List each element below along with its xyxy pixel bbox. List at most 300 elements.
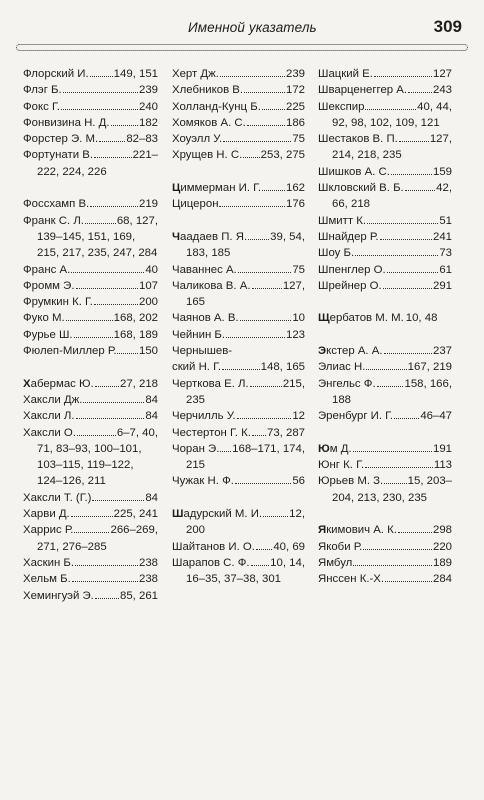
leader-dots <box>223 141 291 142</box>
entry-pages: 39, 54, <box>270 230 305 243</box>
leader-dots <box>251 565 270 566</box>
letter-gap <box>318 425 452 441</box>
entry-pages: 186 <box>285 116 305 129</box>
letter-gap <box>318 506 452 522</box>
entry-pages: 51 <box>439 214 452 227</box>
index-entry <box>318 555 452 571</box>
leader-dots <box>235 483 291 484</box>
index-entry <box>172 376 305 409</box>
index-entry <box>172 539 305 555</box>
letter-gap <box>172 490 305 506</box>
entry-pages: 168, 202 <box>113 312 158 325</box>
entry-pages: 10, 48 <box>405 312 438 325</box>
entry-name: Хомяков А. С. <box>172 116 246 129</box>
entry-name: Шварценеггер А. <box>318 84 408 97</box>
leader-dots <box>74 337 113 338</box>
leader-dots <box>111 125 138 126</box>
entry-name: Цицерон <box>172 198 219 211</box>
index-entry <box>172 441 305 474</box>
entry-pages: 215, <box>282 377 305 390</box>
entry-name: Хаксли Л. <box>23 410 75 423</box>
entry-pages-continued: 183, 185 <box>186 247 231 260</box>
index-entry <box>318 229 452 245</box>
entry-pages: 239 <box>138 84 158 97</box>
leader-dots <box>90 206 138 207</box>
leader-dots <box>248 239 269 240</box>
leader-dots <box>71 516 113 517</box>
entry-pages-continued: 215, 217, 235, 247, 284 <box>37 247 158 260</box>
entry-name: Чаликова В. А. <box>172 279 251 292</box>
index-entry <box>318 131 452 164</box>
entry-pages-continued: 92, 98, 102, 109, 121 <box>332 116 440 129</box>
entry-name: Фурье Ш. <box>23 328 73 341</box>
leader-dots <box>377 386 404 387</box>
entry-pages: 168–171, 174, <box>232 442 305 455</box>
leader-dots <box>243 157 259 158</box>
leader-dots <box>250 386 282 387</box>
index-entry <box>23 343 158 359</box>
entry-pages: 172 <box>285 84 305 97</box>
index-entry <box>318 278 452 294</box>
entry-name: ский Н. Г. <box>172 361 222 374</box>
entry-name: Фоссхамп В. <box>23 198 90 211</box>
leader-dots <box>355 255 438 256</box>
entry-name: Шайтанов И. О. <box>172 540 255 553</box>
index-entry <box>318 473 452 506</box>
entry-pages-continued: 271, 276–285 <box>37 540 107 553</box>
entry-pages: 243 <box>432 84 452 97</box>
entry-name: Холланд-Кунц Б. <box>172 100 261 113</box>
index-entry <box>172 425 305 441</box>
entry-pages: 298 <box>432 524 452 537</box>
letter-gap <box>318 294 452 310</box>
leader-dots <box>237 418 292 419</box>
entry-pages-continued: 103–115, 119–122, <box>37 459 134 472</box>
index-entry <box>23 115 158 131</box>
index-entry <box>172 506 305 539</box>
leader-dots <box>83 402 144 403</box>
entry-pages: 168, 189 <box>113 328 158 341</box>
entry-name: Якимович А. К. <box>318 524 397 537</box>
index-entry <box>23 278 158 294</box>
leader-dots <box>99 141 125 142</box>
entry-pages-continued: 200 <box>186 524 206 537</box>
entry-pages-continued: 204, 213, 230, 235 <box>332 491 428 504</box>
entry-name: Хаксли О. <box>23 426 76 439</box>
entry-name: Франк С. Л. <box>23 214 84 227</box>
entry-name: Флэг Б. <box>23 84 62 97</box>
entry-name: Янссен К.-Х. <box>318 573 385 586</box>
entry-name: Фокс Г. <box>23 100 60 113</box>
leader-dots <box>380 239 432 240</box>
entry-pages: 253, 275 <box>260 149 305 162</box>
entry-name: Флорский И. <box>23 68 89 80</box>
entry-name: Фромм Э. <box>23 279 75 292</box>
index-entry <box>23 196 158 212</box>
index-entry <box>318 376 452 409</box>
index-entry <box>23 555 158 571</box>
entry-pages: 238 <box>138 556 158 569</box>
entry-pages: 40, 44, <box>417 100 452 113</box>
leader-dots <box>72 581 138 582</box>
entry-name: Шацкий Е. <box>318 68 373 80</box>
entry-name: Шпенглер О. <box>318 263 386 276</box>
leader-dots <box>384 353 432 354</box>
index-entry <box>172 473 305 489</box>
index-entry <box>23 327 158 343</box>
entry-pages: 237 <box>432 345 452 358</box>
entry-pages: 15, 203– <box>407 475 452 488</box>
entry-pages: 84 <box>145 393 158 406</box>
leader-dots <box>365 467 433 468</box>
entry-name: Циммерман И. Г. <box>172 182 262 195</box>
leader-dots <box>76 418 145 419</box>
index-entry <box>318 164 452 180</box>
entry-pages: 239 <box>285 68 305 80</box>
index-entry <box>172 82 305 98</box>
page-number: 309 <box>433 17 462 36</box>
index-entry <box>23 82 158 98</box>
entry-pages: 85, 261 <box>119 589 158 602</box>
leader-dots <box>95 598 119 599</box>
letter-gap <box>172 213 305 229</box>
index-entry <box>23 131 158 147</box>
leader-dots <box>353 451 432 452</box>
leader-dots <box>374 76 432 77</box>
leader-dots <box>71 272 144 273</box>
letter-gap <box>172 164 305 180</box>
entry-pages: 149, 151 <box>113 68 158 80</box>
entry-pages: 225 <box>285 100 305 113</box>
index-entry <box>318 571 452 587</box>
entry-name: Шестаков В. П. <box>318 133 398 146</box>
leader-dots <box>238 272 292 273</box>
entry-pages-continued: 188 <box>332 393 352 406</box>
entry-name: Шоу Б. <box>318 247 355 260</box>
entry-name: Чужак Н. Ф. <box>172 475 234 488</box>
leader-dots <box>220 76 285 77</box>
index-entry <box>318 441 452 457</box>
index-entry <box>172 66 305 82</box>
index-entry <box>23 522 158 555</box>
entry-pages: 61 <box>439 263 452 276</box>
index-entry <box>23 392 158 408</box>
entry-name: Чаянов А. В. <box>172 312 239 325</box>
entry-pages: 40, 69 <box>273 540 305 553</box>
entry-name: Ямбул <box>318 556 353 569</box>
index-entry <box>318 180 452 213</box>
index-entry <box>318 310 452 326</box>
entry-pages-continued: 124–126, 211 <box>37 475 106 488</box>
entry-pages-continued: 165 <box>186 296 206 309</box>
entry-name: Шмитт К. <box>318 214 367 227</box>
index-entry <box>172 555 305 588</box>
entry-pages: 27, 218 <box>119 377 158 390</box>
index-entry <box>172 229 305 262</box>
entry-pages: 225, 241 <box>113 508 158 521</box>
entry-name: Шарапов С. Ф. <box>172 556 250 569</box>
leader-dots <box>222 369 260 370</box>
entry-pages: 219 <box>138 198 158 211</box>
entry-pages: 191 <box>432 442 452 455</box>
leader-dots <box>117 353 138 354</box>
leader-dots <box>92 500 144 501</box>
index-entry <box>172 131 305 147</box>
index-entry <box>172 196 305 212</box>
entry-name: Шишков А. С. <box>318 165 390 178</box>
entry-name: Юм Д. <box>318 442 352 455</box>
entry-pages: 182 <box>138 116 158 129</box>
entry-pages: 238 <box>138 573 158 586</box>
leader-dots <box>353 565 432 566</box>
index-column-2 <box>172 66 305 588</box>
index-entry <box>23 310 158 326</box>
entry-pages: 291 <box>432 279 452 292</box>
index-entry <box>172 99 305 115</box>
index-entry <box>318 539 452 555</box>
index-entry <box>23 262 158 278</box>
entry-pages: 75 <box>292 263 305 276</box>
entry-pages-continued: 139–145, 151, 169, <box>37 230 136 243</box>
entry-name: Чейнин Б. <box>172 328 226 341</box>
leader-dots <box>220 451 231 452</box>
entry-pages: 75 <box>292 133 305 146</box>
letter-gap <box>318 327 452 343</box>
index-entry <box>172 408 305 424</box>
leader-dots <box>366 369 406 370</box>
entry-pages: 73, 287 <box>266 426 305 439</box>
leader-dots <box>90 76 113 77</box>
entry-name: Честертон Г. К. <box>172 426 251 439</box>
entry-name: Хельм Б. <box>23 573 71 586</box>
leader-dots <box>252 435 266 436</box>
index-entry <box>318 457 452 473</box>
index-entry <box>23 571 158 587</box>
entry-name: Харрис Р. <box>23 524 74 537</box>
leader-dots <box>61 109 138 110</box>
entry-name: Энгельс Ф. <box>318 377 376 390</box>
entry-name: Фонвизина Н. Д. <box>23 116 110 129</box>
entry-pages: 12 <box>292 410 305 423</box>
entry-pages: 46–47 <box>420 410 452 423</box>
entry-name: Хемингуэй Э. <box>23 589 94 602</box>
entry-pages: 107 <box>138 279 158 292</box>
index-entry <box>172 310 305 326</box>
entry-pages: 10, 14, <box>270 556 305 569</box>
leader-dots <box>95 386 119 387</box>
entry-name: Хрущев Н. С. <box>172 149 243 162</box>
entry-name: Хаскин Б. <box>23 556 75 569</box>
leader-dots <box>385 581 432 582</box>
index-entry <box>318 343 452 359</box>
index-entry <box>172 343 305 359</box>
leader-dots <box>363 549 432 550</box>
index-entry <box>23 506 158 522</box>
index-entry <box>23 213 158 262</box>
entry-name: Фуко М. <box>23 312 65 325</box>
entry-pages: 84 <box>145 491 158 504</box>
header-divider <box>16 44 468 51</box>
index-entry <box>172 147 305 163</box>
index-entry <box>23 490 158 506</box>
index-column-1 <box>23 66 158 604</box>
leader-dots <box>244 92 285 93</box>
leader-dots <box>391 174 432 175</box>
entry-pages: 123 <box>285 328 305 341</box>
entry-pages: 68, 127, <box>116 214 158 227</box>
entry-pages: 73 <box>439 247 452 260</box>
leader-dots <box>94 157 132 158</box>
entry-pages: 84 <box>145 410 158 423</box>
index-entry <box>318 82 452 98</box>
leader-dots <box>262 109 285 110</box>
entry-name: Фрумкин К. Г. <box>23 296 93 309</box>
entry-pages: 266–269, <box>110 524 158 537</box>
index-entry <box>172 262 305 278</box>
entry-pages: 127, <box>282 279 305 292</box>
index-entry <box>318 262 452 278</box>
index-entry <box>172 115 305 131</box>
entry-name: Фюлеп-Миллер Р. <box>23 345 117 358</box>
entry-name: Харви Д. <box>23 508 70 521</box>
leader-dots <box>240 320 292 321</box>
leader-dots <box>219 206 285 207</box>
index-entry <box>318 408 452 424</box>
leader-dots <box>387 272 439 273</box>
leader-dots <box>399 141 429 142</box>
entry-pages-continued: 16–35, 37–38, 301 <box>186 573 282 586</box>
entry-name: Шекспир <box>318 100 365 113</box>
entry-name: Форстер Э. М. <box>23 133 99 146</box>
index-entry <box>23 588 158 604</box>
entry-pages: 10 <box>292 312 305 325</box>
leader-dots <box>384 483 406 484</box>
entry-name: Хоуэлл У. <box>172 133 223 146</box>
index-entry <box>172 327 305 343</box>
entry-pages: 127 <box>432 68 452 80</box>
entry-pages: 82–83 <box>126 133 158 146</box>
entry-name: Чернышев- <box>172 345 233 358</box>
index-entry <box>318 99 452 132</box>
leader-dots <box>75 565 138 566</box>
letter-gap <box>23 180 158 196</box>
leader-dots <box>398 532 432 533</box>
entry-name: Якоби Р. <box>318 540 363 553</box>
index-column-3 <box>318 66 452 588</box>
entry-name: Черткова Е. Л. <box>172 377 249 390</box>
page-header <box>0 0 484 52</box>
entry-pages: 162 <box>285 182 305 195</box>
entry-pages: 221– <box>132 149 158 162</box>
leader-dots <box>94 304 138 305</box>
index-entry <box>172 278 305 311</box>
entry-name: Шнайдер Р. <box>318 230 379 243</box>
entry-pages: 220 <box>432 540 452 553</box>
leader-dots <box>85 223 116 224</box>
entry-name: Чаадаев П. Я. <box>172 230 248 243</box>
entry-name: Элиас Н. <box>318 361 366 374</box>
leader-dots <box>262 190 285 191</box>
leader-dots <box>66 320 113 321</box>
index-entry <box>172 180 305 196</box>
leader-dots <box>383 288 432 289</box>
entry-pages-continued: 214, 218, 235 <box>332 149 402 162</box>
entry-pages: 127, <box>429 133 452 146</box>
index-entry <box>172 359 305 375</box>
entry-pages: 6–7, 40, <box>116 426 158 439</box>
entry-name: Юрьев М. З. <box>318 475 384 488</box>
entry-name: Шадурский М. И. <box>172 508 263 521</box>
entry-pages: 176 <box>285 198 305 211</box>
leader-dots <box>252 288 282 289</box>
leader-dots <box>256 549 272 550</box>
entry-name: Херт Дж. <box>172 68 219 80</box>
leader-dots <box>76 288 138 289</box>
entry-name: Эренбург И. Г. <box>318 410 394 423</box>
leader-dots <box>77 435 116 436</box>
entry-pages: 241 <box>432 230 452 243</box>
entry-pages: 113 <box>433 459 452 472</box>
leader-dots <box>365 109 416 110</box>
entry-pages: 189 <box>432 556 452 569</box>
index-entry <box>23 425 158 490</box>
leader-dots <box>263 516 288 517</box>
entry-name: Чоран Э. <box>172 442 220 455</box>
leader-dots <box>247 125 285 126</box>
entry-pages-continued: 222, 224, 226 <box>37 165 107 178</box>
leader-dots <box>226 337 285 338</box>
index-entry <box>23 408 158 424</box>
entry-name: Хабермас Ю. <box>23 377 94 390</box>
index-entry <box>23 99 158 115</box>
entry-name: Чаваннес А. <box>172 263 237 276</box>
entry-pages: 12, <box>289 508 305 521</box>
index-entry <box>23 147 158 180</box>
entry-name: Юнг К. Г. <box>318 459 365 472</box>
entry-pages-continued: 215 <box>186 459 206 472</box>
entry-pages: 150 <box>138 345 158 358</box>
leader-dots <box>63 92 138 93</box>
index-entry <box>318 245 452 261</box>
index-entry <box>318 213 452 229</box>
entry-name: Шкловский В. Б. <box>318 182 404 195</box>
running-title: Именной указатель <box>188 20 317 35</box>
leader-dots <box>74 532 109 533</box>
entry-name: Черчилль У. <box>172 410 236 423</box>
entry-pages: 159 <box>432 165 452 178</box>
leader-dots <box>405 190 435 191</box>
entry-pages: 284 <box>432 573 452 586</box>
entry-pages: 148, 165 <box>260 361 305 374</box>
entry-name: Хлебников В. <box>172 84 244 97</box>
entry-pages: 40 <box>145 263 158 276</box>
letter-gap <box>23 359 158 375</box>
entry-name: Хаксли Т. (Г.) <box>23 491 92 504</box>
entry-pages-continued: 235 <box>186 393 206 406</box>
entry-name: Хаксли Дж. <box>23 393 83 406</box>
index-entry <box>23 66 158 82</box>
entry-name: Шрейнер О. <box>318 279 382 292</box>
entry-name: Франс А. <box>23 263 71 276</box>
index-entry <box>23 376 158 392</box>
index-entry <box>318 359 452 375</box>
entry-pages: 167, 219 <box>407 361 452 374</box>
entry-pages: 42, <box>436 182 452 195</box>
leader-dots <box>394 418 419 419</box>
entry-pages: 200 <box>138 296 158 309</box>
entry-pages-continued: 71, 83–93, 100–101, <box>37 442 142 455</box>
entry-pages: 240 <box>138 100 158 113</box>
